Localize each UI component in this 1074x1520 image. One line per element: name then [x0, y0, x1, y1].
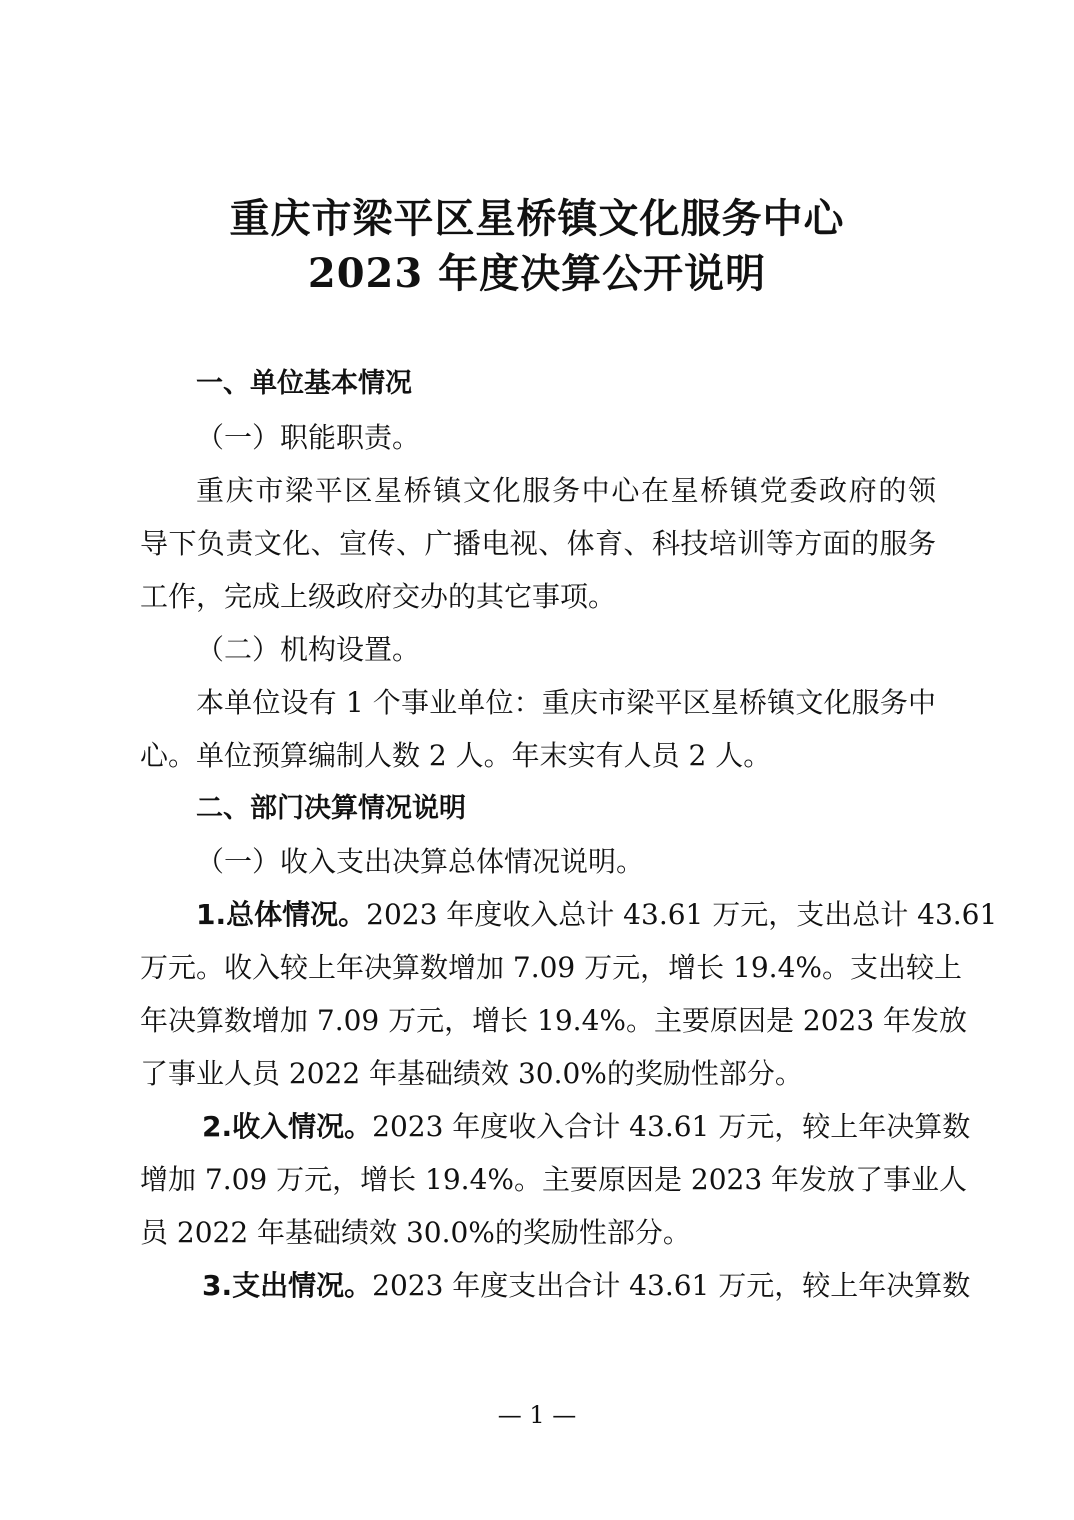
paragraph-text: 2023 年度收入总计 43.61 万元，支出总计 43.61 [366, 898, 998, 931]
body-line: 万元。收入较上年决算数增加 7.09 万元，增长 19.4%。支出较上 [140, 951, 962, 984]
paragraph-text: 2023 年度收入合计 43.61 万元，较上年决算数 [372, 1110, 971, 1143]
paragraph-label: 1.总体情况。 [196, 898, 367, 931]
body-line: 年决算数增加 7.09 万元，增长 19.4%。主要原因是 2023 年发放 [140, 1004, 968, 1037]
section-heading-1: 一、单位基本情况 [196, 368, 412, 399]
body-line: 本单位设有 1 个事业单位：重庆市梁平区星桥镇文化服务中 [196, 686, 936, 719]
body-line: 导下负责文化、宣传、广播电视、体育、科技培训等方面的服务 [140, 527, 936, 560]
document-title-line-1: 重庆市梁平区星桥镇文化服务中心 [229, 195, 845, 242]
body-line: 增加 7.09 万元，增长 19.4%。主要原因是 2023 年发放了事业人 [140, 1163, 968, 1196]
body-line [202, 1269, 971, 1302]
body-line: 员 2022 年基础绩效 30.0%的奖励性部分。 [140, 1216, 691, 1249]
subsection-heading: （二）机构设置。 [196, 633, 421, 666]
page-number: — 1 — [497, 1401, 577, 1429]
section-heading-2: 二、部门决算情况说明 [196, 793, 466, 824]
subsection-heading: （一）职能职责。 [196, 421, 421, 454]
body-line: 心。单位预算编制人数 2 人。年末实有人员 2 人。 [140, 739, 772, 772]
subsection-heading: （一）收入支出决算总体情况说明。 [196, 845, 645, 878]
paragraph-label: 3.支出情况。 [202, 1269, 373, 1302]
document-title-line-2: 2023 年度决算公开说明 [307, 250, 767, 297]
body-line: 了事业人员 2022 年基础绩效 30.0%的奖励性部分。 [140, 1057, 803, 1090]
body-line [202, 1110, 971, 1143]
body-line: 重庆市梁平区星桥镇文化服务中心在星桥镇党委政府的领 [196, 474, 936, 507]
body-line: 工作，完成上级政府交办的其它事项。 [140, 580, 617, 613]
paragraph-label: 2.收入情况。 [202, 1110, 373, 1143]
body-line [196, 898, 998, 931]
paragraph-text: 2023 年度支出合计 43.61 万元，较上年决算数 [372, 1269, 971, 1302]
